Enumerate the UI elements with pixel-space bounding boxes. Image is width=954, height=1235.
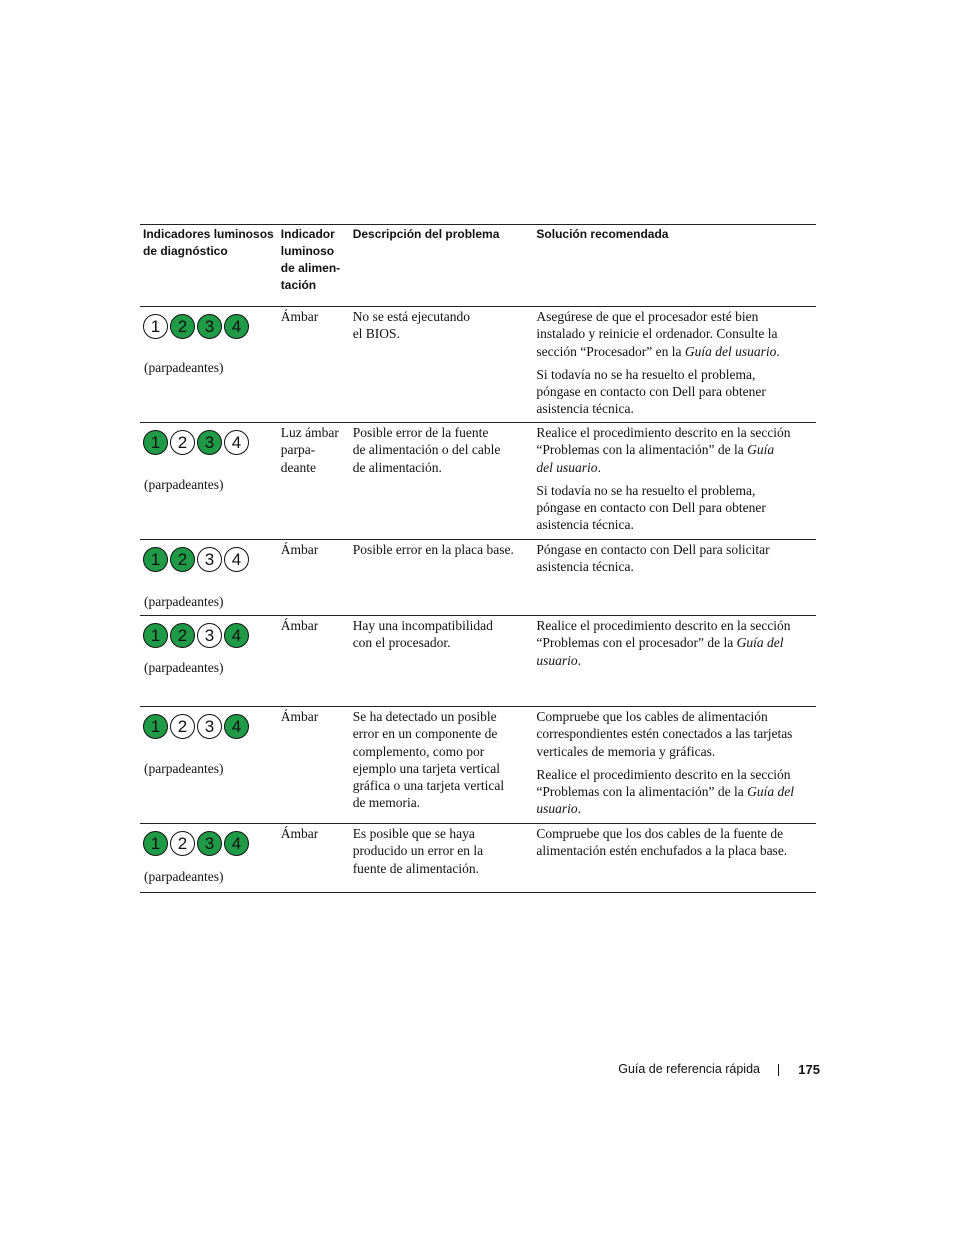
solution-text: Realice el procedimiento descrito en la sección — [536, 618, 791, 633]
problem-description-cell — [349, 424, 533, 540]
solution-text: póngase en contacto con Dell para obtener — [536, 500, 766, 516]
diagnostic-light-2-off: 2 — [170, 831, 195, 856]
solution-text: alimentación estén enchufados a la placa base. — [536, 843, 788, 859]
diagnostic-light-3-off: 3 — [197, 547, 222, 572]
page-number: 175 — [798, 1062, 820, 1077]
power-light-cell — [278, 617, 349, 707]
solution-text: Póngase en contacto con Dell para solicitar — [536, 542, 770, 557]
recommended-solution-cell — [532, 308, 816, 423]
power-light-cell — [278, 541, 349, 616]
problem-description-text: producido un error en la — [352, 843, 484, 859]
diagnostic-light-4-on: 4 — [224, 314, 249, 339]
solution-paragraph — [536, 617, 816, 669]
solution-text: “Problemas con la alimentación” de la Guía del — [536, 784, 794, 800]
solution-text: Realice el procedimiento descrito en la sección — [536, 766, 791, 782]
problem-description-text: Se ha detectado un posible — [352, 709, 497, 724]
table-row — [140, 615, 816, 706]
power-light-text: Ámbar — [280, 618, 319, 633]
recommended-solution-cell — [532, 825, 816, 893]
solution-text: asistencia técnica. — [536, 517, 634, 533]
problem-description-cell — [349, 308, 533, 423]
header-problem-description: Descripción del problema — [352, 227, 500, 241]
diagnostic-lights — [143, 623, 278, 648]
solution-paragraph — [536, 308, 816, 360]
solution-text: asistencia técnica. — [536, 559, 634, 575]
diagnostic-light-1-on: 1 — [143, 714, 168, 739]
problem-description-cell — [349, 825, 533, 893]
blinking-label: (parpadeantes) — [144, 360, 224, 375]
solution-text: usuario. — [536, 801, 582, 817]
diagnostic-lights-cell — [140, 616, 278, 706]
solution-text: usuario. — [536, 652, 582, 668]
diagnostic-lights — [143, 831, 278, 856]
header-power-light — [278, 225, 349, 306]
recommended-solution-cell — [532, 424, 816, 540]
power-light-cell — [278, 825, 349, 893]
diagnostic-lights — [143, 547, 278, 572]
solution-paragraph — [536, 825, 816, 860]
power-light-cell — [278, 424, 349, 540]
diagnostic-light-1-on: 1 — [143, 831, 168, 856]
footer-separator — [778, 1064, 779, 1076]
diagnostic-light-2-off: 2 — [170, 714, 195, 739]
diagnostic-light-1-on: 1 — [143, 430, 168, 455]
header-power-light-line: de alimen- — [280, 261, 341, 275]
problem-description-text: gráfica o una tarjeta vertical — [352, 778, 505, 794]
solution-text: Compruebe que los dos cables de la fuente de — [536, 826, 784, 841]
solution-text: del usuario. — [536, 459, 601, 475]
solution-paragraph — [536, 708, 816, 760]
diagnostic-lights — [143, 314, 278, 339]
diagnostic-lights-cell — [140, 540, 278, 615]
page-footer — [0, 1062, 820, 1080]
diagnostic-lights — [143, 430, 278, 455]
table-row — [140, 306, 816, 422]
solution-paragraph — [536, 366, 816, 418]
solution-paragraph — [536, 424, 816, 476]
table-row — [140, 539, 816, 615]
recommended-solution-cell — [532, 541, 816, 616]
diagnostic-light-4-off: 4 — [224, 430, 249, 455]
problem-description-cell — [349, 541, 533, 616]
solution-text: Realice el procedimiento descrito en la sección — [536, 425, 791, 440]
recommended-solution-cell — [532, 708, 816, 824]
power-light-text: Ámbar — [280, 542, 319, 557]
problem-description-text: de alimentación o del cable — [352, 442, 501, 458]
power-light-text: parpa- — [280, 442, 316, 458]
problem-description-text: de alimentación. — [352, 459, 442, 475]
diagnostic-light-3-off: 3 — [197, 714, 222, 739]
problem-description-text: Posible error de la fuente — [352, 425, 489, 440]
diagnostic-light-4-on: 4 — [224, 831, 249, 856]
problem-description-text: con el procesador. — [352, 635, 451, 651]
problem-description-text: complemento, como por — [352, 743, 485, 759]
diagnostic-light-2-off: 2 — [170, 430, 195, 455]
solution-paragraph — [536, 482, 816, 534]
footer-title: Guía de referencia rápida — [618, 1062, 760, 1076]
solution-text: instalado y reinicie el ordenador. Consulte la — [536, 326, 778, 342]
header-power-light-line: luminoso — [280, 244, 335, 258]
solution-text: Asegúrese de que el procesador esté bien — [536, 309, 759, 324]
problem-description-text: Es posible que se haya — [352, 826, 475, 841]
diagnostic-lights-table — [140, 224, 816, 893]
blinking-label: (parpadeantes) — [144, 869, 224, 884]
diagnostic-lights-cell — [140, 423, 278, 539]
diagnostic-light-3-off: 3 — [197, 623, 222, 648]
header-recommended-solution: Solución recomendada — [536, 227, 669, 241]
diagnostic-light-1-on: 1 — [143, 623, 168, 648]
problem-description-text: ejemplo una tarjeta vertical — [352, 760, 500, 776]
diagnostic-lights-cell — [140, 707, 278, 823]
header-power-light-line: tación — [280, 278, 317, 292]
solution-text: “Problemas con la alimentación” de la Guía — [536, 442, 775, 458]
blinking-label: (parpadeantes) — [144, 761, 224, 776]
diagnostic-light-3-on: 3 — [197, 831, 222, 856]
diagnostic-lights-cell — [140, 824, 278, 892]
blinking-label: (parpadeantes) — [144, 477, 224, 492]
diagnostic-light-2-on: 2 — [170, 314, 195, 339]
problem-description-text: Posible error en la placa base. — [352, 542, 514, 557]
power-light-text: Ámbar — [280, 826, 319, 841]
problem-description-text: de memoria. — [352, 795, 421, 811]
problem-description-text: No se está ejecutando — [352, 309, 471, 324]
table-row — [140, 422, 816, 539]
diagnostic-light-3-on: 3 — [197, 430, 222, 455]
recommended-solution-cell — [532, 617, 816, 707]
solution-text: Compruebe que los cables de alimentación — [536, 709, 768, 724]
diagnostic-light-4-on: 4 — [224, 714, 249, 739]
header-power-light-line: Indicador — [280, 227, 335, 241]
power-light-cell — [278, 308, 349, 423]
table-row — [140, 823, 816, 892]
solution-text: “Problemas con el procesador” de la Guía del — [536, 635, 784, 651]
problem-description-text: el BIOS. — [352, 326, 400, 342]
solution-text: Si todavía no se ha resuelto el problema, — [536, 366, 756, 382]
solution-text: asistencia técnica. — [536, 401, 634, 417]
power-light-text: Luz ámbar — [280, 425, 339, 440]
blinking-label: (parpadeantes) — [144, 660, 224, 675]
diagnostic-light-3-on: 3 — [197, 314, 222, 339]
solution-text: verticales de memoria y gráficas. — [536, 743, 716, 759]
solution-paragraph — [536, 766, 816, 818]
diagnostic-lights — [143, 714, 278, 739]
solution-text: póngase en contacto con Dell para obtener — [536, 384, 766, 400]
table-header — [140, 225, 816, 306]
diagnostic-light-4-off: 4 — [224, 547, 249, 572]
problem-description-cell — [349, 617, 533, 707]
problem-description-text: error en un componente de — [352, 726, 498, 742]
blinking-label: (parpadeantes) — [144, 594, 224, 609]
diagnostic-lights-cell — [140, 307, 278, 422]
solution-paragraph — [536, 541, 816, 576]
diagnostic-light-2-on: 2 — [170, 623, 195, 648]
diagnostic-light-1-off: 1 — [143, 314, 168, 339]
power-light-text: Ámbar — [280, 309, 319, 324]
problem-description-text: fuente de alimentación. — [352, 860, 480, 876]
power-light-cell — [278, 708, 349, 824]
solution-text: sección “Procesador” en la Guía del usuario. — [536, 343, 780, 359]
power-light-text: deante — [280, 459, 317, 475]
problem-description-text: Hay una incompatibilidad — [352, 618, 493, 633]
solution-text: correspondientes estén conectados a las tarjetas — [536, 726, 793, 742]
diagnostic-light-2-on: 2 — [170, 547, 195, 572]
header-diagnostic-lights: Indicadores luminosos de diagnóstico — [143, 227, 274, 258]
power-light-text: Ámbar — [280, 709, 319, 724]
table-row — [140, 706, 816, 823]
diagnostic-light-1-on: 1 — [143, 547, 168, 572]
problem-description-cell — [349, 708, 533, 824]
diagnostic-light-4-on: 4 — [224, 623, 249, 648]
solution-text: Si todavía no se ha resuelto el problema, — [536, 482, 756, 498]
